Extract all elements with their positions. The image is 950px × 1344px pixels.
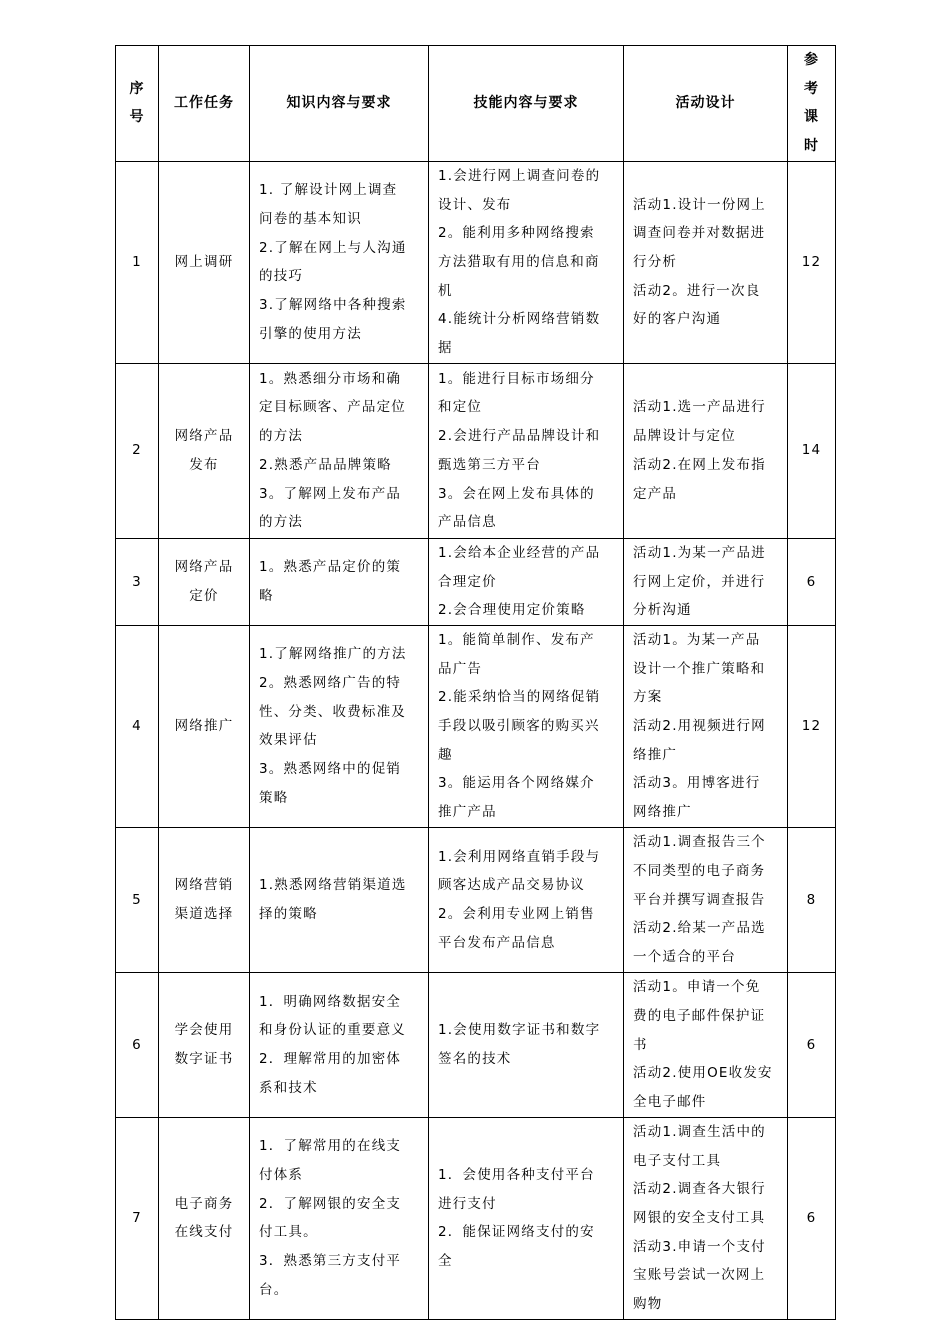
row-activity: 活动1.为某一产品进 行网上定价，并进行 分析沟通 xyxy=(624,538,788,625)
row-knowledge: 1.了解网络推广的方法 2。熟悉网络广告的特 性、分类、收费标准及 效果评估 3。熟悉网络中的促销 策略 xyxy=(250,625,429,827)
row-knowledge: 1。熟悉细分市场和确 定目标顾客、产品定位 的方法 2.熟悉产品品牌策略 3。了解网上发布产品 的方法 xyxy=(250,363,429,538)
row-task: 网络推广 xyxy=(159,625,250,827)
row-seq: 5 xyxy=(116,827,159,972)
table-row xyxy=(116,827,836,972)
row-hours: 6 xyxy=(788,1117,836,1319)
row-seq: 6 xyxy=(116,972,159,1117)
row-seq: 3 xyxy=(116,538,159,625)
row-hours: 12 xyxy=(788,161,836,363)
row-task: 网络产品 发布 xyxy=(159,363,250,538)
row-seq: 1 xyxy=(116,161,159,363)
row-knowledge: 1．明确网络数据安全 和身份认证的重要意义 2．理解常用的加密体 系和技术 xyxy=(250,972,429,1117)
row-task: 电子商务 在线支付 xyxy=(159,1117,250,1319)
row-task: 网络营销 渠道选择 xyxy=(159,827,250,972)
row-knowledge: 1。熟悉产品定价的策 略 xyxy=(250,538,429,625)
header-task: 工作任务 xyxy=(159,46,250,162)
row-hours: 12 xyxy=(788,625,836,827)
row-task: 学会使用 数字证书 xyxy=(159,972,250,1117)
row-activity: 活动1.设计一份网上 调查问卷并对数据进 行分析 活动2。进行一次良 好的客户沟通 xyxy=(624,161,788,363)
curriculum-table xyxy=(115,45,836,1320)
row-activity: 活动1.选一产品进行 品牌设计与定位 活动2.在网上发布指 定产品 xyxy=(624,363,788,538)
row-hours: 14 xyxy=(788,363,836,538)
row-skill: 1。能进行目标市场细分 和定位 2.会进行产品品牌设计和 甄选第三方平台 3。会在网上发布具体的 产品信息 xyxy=(429,363,624,538)
row-knowledge: 1. 了解设计网上调查 问卷的基本知识 2.了解在网上与人沟通 的技巧 3.了解网络中各种搜索 引擎的使用方法 xyxy=(250,161,429,363)
row-activity: 活动1.调查生活中的 电子支付工具 活动2.调查各大银行 网银的安全支付工具 活动3.申请一个支付 宝账号尝试一次网上 购物 xyxy=(624,1117,788,1319)
row-seq: 7 xyxy=(116,1117,159,1319)
header-activity: 活动设计 xyxy=(624,46,788,162)
row-skill: 1。能简单制作、发布产 品广告 2.能采纳恰当的网络促销 手段以吸引顾客的购买兴 趣 3。能运用各个网络媒介 推广产品 xyxy=(429,625,624,827)
row-hours: 6 xyxy=(788,538,836,625)
table-row xyxy=(116,625,836,827)
row-skill: 1.会给本企业经营的产品 合理定价 2.会合理使用定价策略 xyxy=(429,538,624,625)
header-seq: 序 号 xyxy=(116,46,159,162)
table-row xyxy=(116,161,836,363)
header-hours: 参 考 课 时 xyxy=(788,46,836,162)
row-skill: 1.会进行网上调查问卷的 设计、发布 2。能利用多种网络搜索 方法猎取有用的信息和商 机 4.能统计分析网络营销数 据 xyxy=(429,161,624,363)
row-skill: 1.会使用数字证书和数字 签名的技术 xyxy=(429,972,624,1117)
row-activity: 活动1。为某一产品 设计一个推广策略和 方案 活动2.用视频进行网 络推广 活动3。用博客进行 网络推广 xyxy=(624,625,788,827)
row-knowledge: 1．了解常用的在线支 付体系 2．了解网银的安全支 付工具。 3．熟悉第三方支付平 台。 xyxy=(250,1117,429,1319)
header-knowledge: 知识内容与要求 xyxy=(250,46,429,162)
row-knowledge: 1.熟悉网络营销渠道选 择的策略 xyxy=(250,827,429,972)
table-row xyxy=(116,363,836,538)
row-activity: 活动1.调查报告三个 不同类型的电子商务 平台并撰写调查报告 活动2.给某一产品选 一个适合的平台 xyxy=(624,827,788,972)
header-row xyxy=(116,46,836,162)
row-activity: 活动1。申请一个免 费的电子邮件保护证 书 活动2.使用OE收发安 全电子邮件 xyxy=(624,972,788,1117)
header-skill: 技能内容与要求 xyxy=(429,46,624,162)
row-skill: 1.会利用网络直销手段与 顾客达成产品交易协议 2。会利用专业网上销售 平台发布产品信息 xyxy=(429,827,624,972)
table-row xyxy=(116,1117,836,1319)
row-seq: 4 xyxy=(116,625,159,827)
row-task: 网上调研 xyxy=(159,161,250,363)
table-row xyxy=(116,972,836,1117)
table-row xyxy=(116,538,836,625)
row-hours: 8 xyxy=(788,827,836,972)
row-hours: 6 xyxy=(788,972,836,1117)
row-seq: 2 xyxy=(116,363,159,538)
row-task: 网络产品 定价 xyxy=(159,538,250,625)
row-skill: 1．会使用各种支付平台 进行支付 2．能保证网络支付的安 全 xyxy=(429,1117,624,1319)
